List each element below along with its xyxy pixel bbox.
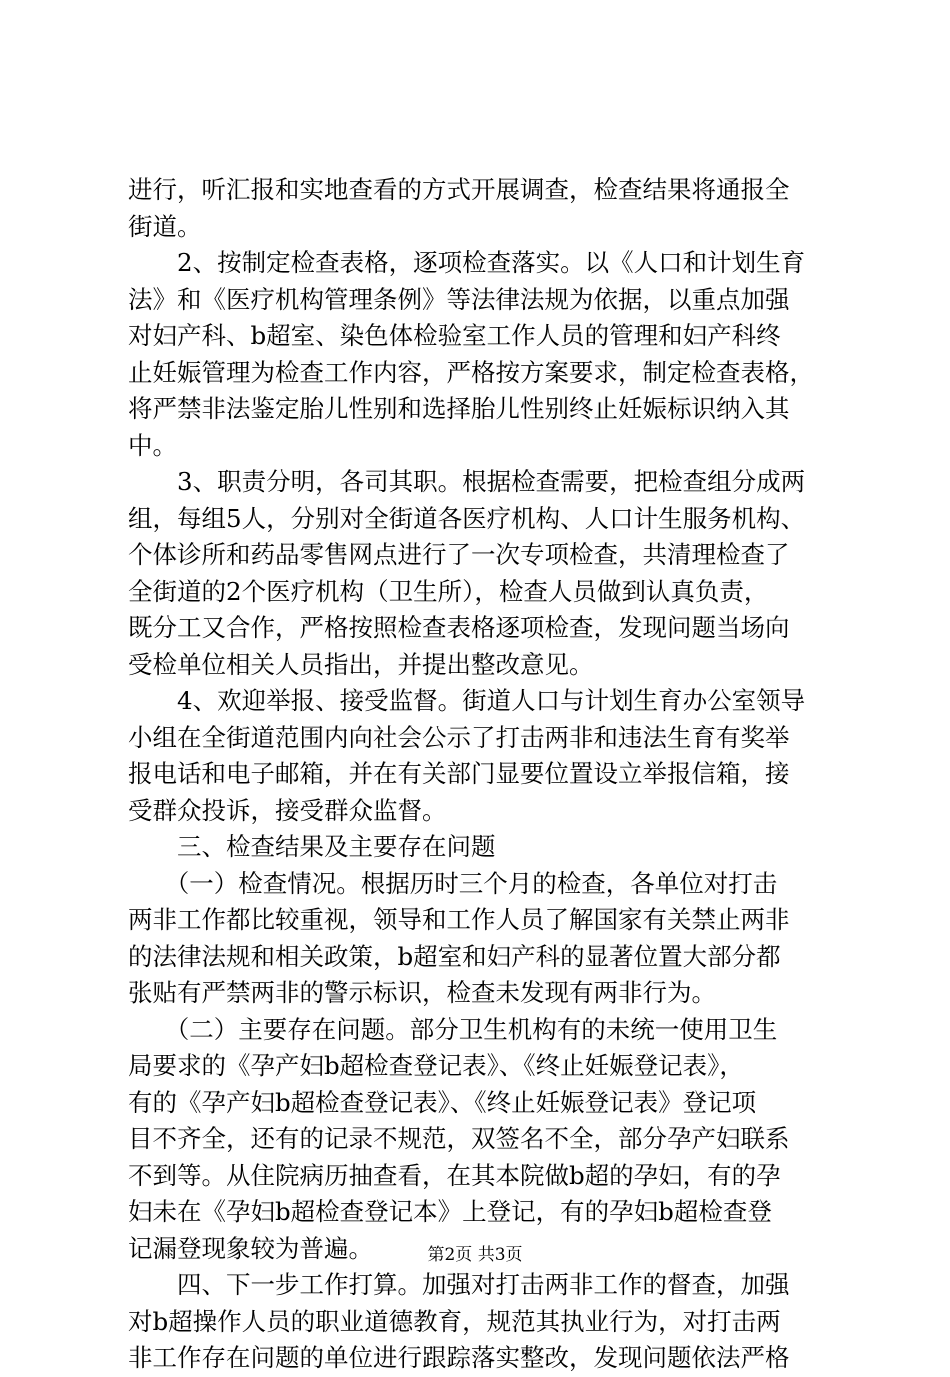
document-body xyxy=(128,172,840,1377)
text-line: 张贴有严禁两非的警示标识，检查未发现有两非行为。 xyxy=(128,978,716,1007)
text-line: 3、职责分明，各司其职。根据检查需要，把检查组分成两 xyxy=(128,467,806,496)
text-line: 止妊娠管理为检查工作内容，严格按方案要求，制定检查表格， xyxy=(128,357,814,387)
text-line: 既分工又合作，严格按照检查表格逐项检查，发现问题当场向 xyxy=(128,613,790,642)
text-line: 个体诊所和药品零售网点进行了一次专项检查，共清理检查了 xyxy=(128,540,790,569)
text-line: （二）主要存在问题。部分卫生机构有的未统一使用卫生 xyxy=(128,1014,778,1044)
text-line: 对妇产科、b超室、染色体检验室工作人员的管理和妇产科终 xyxy=(128,321,781,350)
text-line: 两非工作都比较重视，领导和工作人员了解国家有关禁止两非 xyxy=(128,905,790,934)
text-line: 妇未在《孕妇b超检查登记本》上登记，有的孕妇b超检查登 xyxy=(128,1197,772,1226)
text-line: 受检单位相关人员指出，并提出整改意见。 xyxy=(128,649,594,679)
text-line: 全街道的2个医疗机构（卫生所），检查人员做到认真负责， xyxy=(128,576,769,606)
text-line: 报电话和电子邮箱，并在有关部门显要位置设立举报信箱，接 xyxy=(128,759,790,788)
page-footer: 第2页 共3页 xyxy=(427,1245,523,1265)
text-line: （一）检查情况。根据历时三个月的检查，各单位对打击 xyxy=(128,868,778,898)
text-line: 4、欢迎举报、接受监督。街道人口与计划生育办公室领导 xyxy=(128,686,806,715)
text-line: 非工作存在问题的单位进行跟踪落实整改，发现问题依法严格 xyxy=(128,1343,790,1372)
text-line: 记漏登现象较为普遍。 xyxy=(128,1233,373,1263)
text-line: 小组在全街道范围内向社会公示了打击两非和违法生育有奖举 xyxy=(128,722,790,752)
text-line: 组，每组5人，分别对全街道各医疗机构、人口计生服务机构、 xyxy=(128,503,806,533)
text-line: 有的《孕产妇b超检查登记表》、《终止妊娠登记表》登记项 xyxy=(128,1087,757,1117)
text-line: 进行，听汇报和实地查看的方式开展调查，检查结果将通报全 xyxy=(128,175,790,204)
text-line: 2、按制定检查表格，逐项检查落实。以《人口和计划生育 xyxy=(128,248,806,277)
text-line: 局要求的《孕产妇b超检查登记表》、《终止妊娠登记表》， xyxy=(128,1051,744,1080)
text-line: 不到等。从住院病历抽查看，在其本院做b超的孕妇，有的孕 xyxy=(128,1160,781,1190)
text-line: 的法律法规和相关政策，b超室和妇产科的显著位置大部分都 xyxy=(128,941,781,971)
text-line: 四、下一步工作打算。加强对打击两非工作的督查，加强 xyxy=(128,1270,790,1299)
text-line: 街道。 xyxy=(128,211,202,241)
text-line: 将严禁非法鉴定胎儿性别和选择胎儿性别终止妊娠标识纳入其 xyxy=(128,394,790,423)
section-heading: 三、检查结果及主要存在问题 xyxy=(128,832,496,861)
text-line: 目不齐全，还有的记录不规范，双签名不全，部分孕产妇联系 xyxy=(128,1124,790,1153)
text-line: 中。 xyxy=(128,430,177,460)
text-line: 对b超操作人员的职业道德教育，规范其执业行为，对打击两 xyxy=(128,1306,781,1336)
text-line: 受群众投诉，接受群众监督。 xyxy=(128,795,447,825)
text-line: 法》和《医疗机构管理条例》等法律法规为依据，以重点加强 xyxy=(128,284,790,314)
